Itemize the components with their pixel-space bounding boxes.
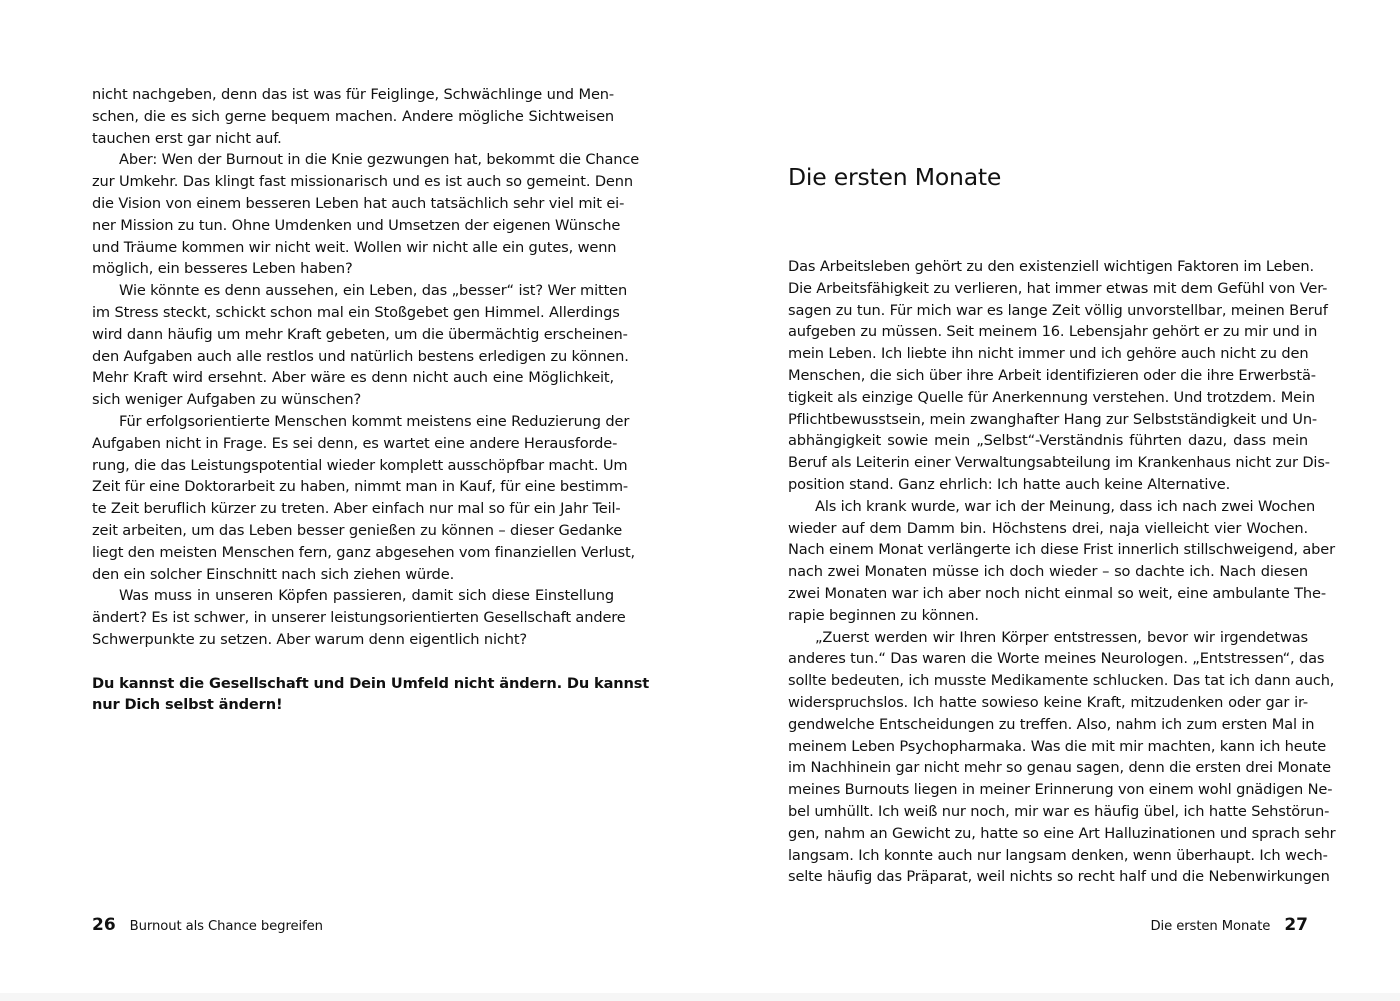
text-line: zur Umkehr. Das klingt fast missionarisch und es ist auch so gemeint. Denn [92, 173, 633, 191]
text-line: wieder auf dem Damm bin. Höchstens drei, naja vielleicht vier Wochen. [788, 519, 1308, 537]
text-line: Aber: Wen der Burnout in die Knie gezwungen hat, bekommt die Chance [119, 151, 640, 169]
text-line: selte häufig das Präparat, weil nichts so recht half und die Nebenwirkungen [788, 868, 1330, 886]
text-line: möglich, ein besseres Leben haben? [92, 260, 353, 278]
text-line: widerspruchslos. Ich hatte sowieso keine Kraft, mitzudenken oder gar ir- [788, 693, 1308, 711]
text-line: und Träume kommen wir nicht weit. Wollen wir nicht alle ein gutes, wenn [92, 238, 617, 256]
right-page-number: 27 [1284, 915, 1308, 935]
text-line: den ein solcher Einschnitt nach sich ziehen würde. [92, 565, 455, 583]
text-line: tauchen erst gar nicht auf. [92, 129, 282, 147]
text-line: Wie könnte es denn aussehen, ein Leben, das „besser“ ist? Wer mitten [119, 282, 628, 300]
left-running-title: Burnout als Chance begreifen [129, 919, 323, 934]
text-line: Aufgaben nicht in Frage. Es sei denn, es wartet eine andere Herausforde- [92, 434, 618, 452]
text-line: sollte bedeuten, ich musste Medikamente schlucken. Das tat ich dann auch, [788, 672, 1335, 690]
text-line: wird dann häufig um mehr Kraft gebeten, um die übermächtig erscheinen- [92, 325, 628, 343]
text-line: meines Burnouts liegen in meiner Erinnerung von einem wohl gnädigen Ne- [788, 781, 1333, 799]
text-line: den Aufgaben auch alle restlos und natürlich bestens erledigen zu können. [92, 347, 629, 365]
text-line: ner Mission zu tun. Ohne Umdenken und Umsetzen der eigenen Wünsche [92, 216, 621, 234]
right-page-body [788, 256, 1336, 888]
text-line: zwei Monaten war ich aber noch nicht einmal so weit, eine ambulante The- [788, 584, 1326, 602]
text-line: Die Arbeitsfähigkeit zu verlieren, hat immer etwas mit dem Gefühl von Ver- [788, 279, 1328, 297]
text-line: Nach einem Monat verlängerte ich diese Frist innerlich stillschweigend, aber [788, 541, 1335, 559]
highlighted-text-line: Du kannst die Gesellschaft und Dein Umfeld nicht ändern. Du kannst [92, 674, 650, 692]
text-line: gen, nahm an Gewicht zu, hatte so eine Art Halluzinationen und sprach sehr [788, 824, 1336, 842]
text-line: nicht nachgeben, denn das ist was für Feiglinge, Schwächlinge und Men- [92, 86, 614, 103]
text-line: Zeit für eine Doktorarbeit zu haben, nimmt man in Kauf, für eine bestimm- [92, 478, 629, 496]
paragraph-spacer [92, 651, 614, 673]
highlighted-text-line: nur Dich selbst ändern! [92, 696, 283, 714]
text-line: Beruf als Leiterin einer Verwaltungsabteilung im Krankenhaus nicht zur Dis- [788, 454, 1330, 472]
text-line: abhängigkeit sowie mein „Selbst“-Verständnis führten dazu, dass mein [788, 432, 1308, 450]
text-line: zeit arbeiten, um das Leben besser genießen zu können – dieser Gedanke [92, 521, 623, 539]
left-page-body [92, 84, 650, 716]
text-line: gendwelche Entscheidungen zu treffen. Also, nahm ich zum ersten Mal in [788, 715, 1315, 733]
text-line: liegt den meisten Menschen fern, ganz abgesehen vom finanziellen Verlust, [92, 543, 636, 561]
text-line: „Zuerst werden wir Ihren Körper entstressen, bevor wir irgendetwas [815, 628, 1308, 646]
text-line: Pflichtbewusstsein, mein zwanghafter Hang zur Selbstständigkeit und Un- [788, 410, 1318, 428]
left-page [92, 0, 650, 1001]
text-line: langsam. Ich konnte auch nur langsam denken, wenn überhaupt. Ich wech- [788, 846, 1328, 864]
text-line: bel umhüllt. Ich weiß nur noch, mir war es häufig übel, ich hatte Sehstörun- [788, 802, 1330, 820]
right-page [788, 0, 1336, 1001]
text-line: Mehr Kraft wird ersehnt. Aber wäre es denn nicht auch eine Möglichkeit, [92, 369, 614, 387]
text-line: mein Leben. Ich liebte ihn nicht immer und ich gehöre auch nicht zu den [788, 345, 1309, 363]
text-line: te Zeit beruflich kürzer zu treten. Aber einfach nur mal so für ein Jahr Teil- [92, 500, 621, 518]
text-line: im Stress steckt, schickt schon mal ein Stoßgebet gen Himmel. Allerdings [92, 303, 620, 321]
text-line: anderes tun.“ Das waren die Worte meines Neurologen. „Entstressen“, das [788, 650, 1325, 668]
text-line: nach zwei Monaten müsse ich doch wieder – so dachte ich. Nach diesen [788, 563, 1308, 581]
text-line: meinem Leben Psychopharmaka. Was die mit mir machten, kann ich heute [788, 737, 1327, 755]
text-line: rung, die das Leistungspotential wieder komplett ausschöpfbar macht. Um [92, 456, 628, 474]
text-line: rapie beginnen zu können. [788, 606, 979, 624]
text-line: im Nachhinein gar nicht mehr so genau sagen, denn die ersten drei Monate [788, 759, 1331, 777]
text-line: Das Arbeitsleben gehört zu den existenziell wichtigen Faktoren im Leben. [788, 258, 1314, 275]
text-line: ändert? Es ist schwer, in unserer leistungsorientierten Gesellschaft andere [92, 609, 626, 627]
text-line: aufgeben zu müssen. Seit meinem 16. Lebensjahr gehört er zu mir und in [788, 323, 1318, 341]
text-line: sagen zu tun. Für mich war es lange Zeit völlig unvorstellbar, meinen Beruf [788, 301, 1328, 319]
left-page-footer [92, 915, 323, 935]
text-line: schen, die es sich gerne bequem machen. Andere mögliche Sichtweisen [92, 107, 614, 125]
text-line: sich weniger Aufgaben zu wünschen? [92, 391, 362, 409]
text-line: Schwerpunkte zu setzen. Aber warum denn eigentlich nicht? [92, 630, 528, 648]
text-line: die Vision von einem besseren Leben hat auch tatsächlich sehr viel mit ei- [92, 194, 625, 212]
text-line: position stand. Ganz ehrlich: Ich hatte auch keine Alternative. [788, 475, 1231, 493]
text-line: Was muss in unseren Köpfen passieren, damit sich diese Einstellung [119, 587, 614, 605]
text-line: Für erfolgsorientierte Menschen kommt meistens eine Reduzierung der [119, 412, 630, 430]
text-line: Als ich krank wurde, war ich der Meinung, dass ich nach zwei Wochen [815, 497, 1316, 515]
right-running-title: Die ersten Monate [1150, 919, 1271, 934]
right-page-footer [1150, 915, 1308, 935]
text-line: tigkeit als einzige Quelle für Anerkennung verstehen. Und trotzdem. Mein [788, 388, 1316, 406]
bottom-edge [0, 993, 1400, 1001]
chapter-title: Die ersten Monate [788, 163, 1002, 191]
text-line: Menschen, die sich über ihre Arbeit identifizieren oder die ihre Erwerbstä- [788, 366, 1316, 384]
left-page-number: 26 [92, 915, 116, 935]
